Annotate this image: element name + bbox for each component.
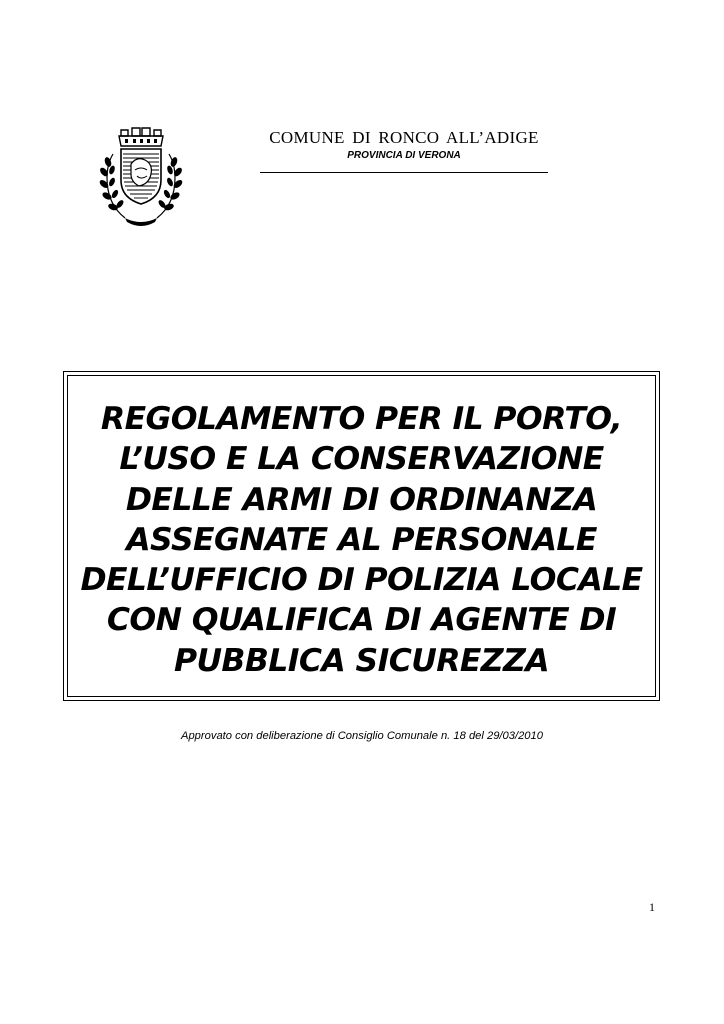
- title-frame: [63, 371, 660, 701]
- page-number: 1: [649, 900, 655, 914]
- title-line: ASSEGNATE AL PERSONALE: [126, 521, 597, 558]
- province-name: PROVINCIA DI VERONA: [347, 150, 461, 161]
- title-line: REGOLAMENTO PER IL PORTO,: [100, 401, 623, 437]
- coat-of-arms-icon: [95, 118, 187, 230]
- title-line: CON QUALIFICA DI AGENTE DI: [106, 602, 617, 639]
- title-line: L’USO E LA CONSERVAZIONE: [119, 441, 604, 478]
- document-title: [64, 399, 659, 681]
- approval-note: Approvato con deliberazione di Consiglio Comunale n. 18 del 29/03/2010: [181, 730, 543, 742]
- title-line: DELL’UFFICIO DI POLIZIA LOCALE: [80, 562, 643, 599]
- document-header: [258, 128, 550, 162]
- header-divider: [260, 172, 548, 173]
- title-line: DELLE ARMI DI ORDINANZA: [125, 481, 598, 518]
- title-line: PUBBLICA SICUREZZA: [173, 642, 550, 679]
- municipality-name: COMUNE DI RONCO ALL’ADIGE: [269, 128, 539, 147]
